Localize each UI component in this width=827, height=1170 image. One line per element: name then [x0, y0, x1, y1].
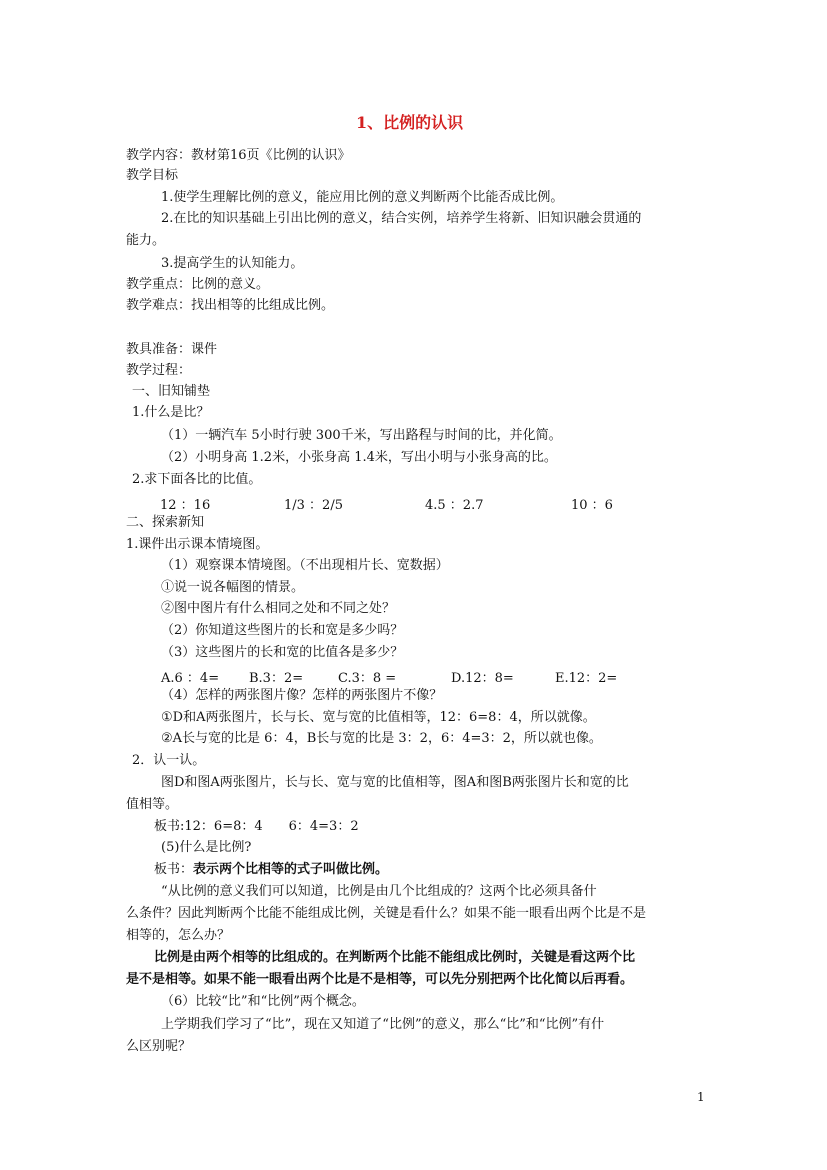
board-note-2 [154, 862, 388, 878]
teaching-process: 教学过程： [126, 363, 192, 378]
step-6: （6）比较“比”和“比例”两个概念。 [161, 994, 365, 1009]
ratio-item: 12 ：16 [160, 498, 211, 513]
page-number: 1 [697, 1090, 705, 1104]
page-title: 1、比例的认识 [356, 113, 464, 132]
section-1-heading: 一、旧知铺垫 [132, 384, 211, 399]
discussion-line3: 相等的，怎么办？ [126, 928, 231, 943]
step-1b: （2）你知道这些图片的长和宽是多少吗？ [161, 623, 404, 638]
goal-2-line2: 能力。 [126, 233, 166, 248]
teaching-focus: 教学重点：比例的意义。 [126, 277, 270, 292]
step-1a: （1）观察课本情境图。（不出现相片长、宽数据） [161, 558, 449, 573]
step-1a-2: ②图中图片有什么相同之处和不同之处？ [161, 601, 396, 616]
ratio-item: 4.5 ：2.7 [425, 498, 484, 513]
option-item: C.3：8 = [338, 671, 397, 686]
option-item: A.6 ：4= [161, 671, 220, 686]
ratio-item: 1/3 ：2/5 [284, 498, 343, 513]
comparison-line1: 上学期我们学习了“比”，现在又知道了“比例”的意义，那么“比”和“比例”有什 [161, 1017, 605, 1032]
step-5: (5)什么是比例? [161, 840, 252, 855]
step-1d-1: ①D和A两张图片，长与长、宽与宽的比值相等，12：6=8：4，所以就像。 [161, 710, 596, 725]
step-1d: （4）怎样的两张图片像？怎样的两张图片不像？ [161, 688, 443, 703]
step-1: 1.课件出示课本情境图。 [126, 537, 269, 552]
option-item: B.3：2= [249, 671, 304, 686]
question-2: 2.求下面各比的比值。 [132, 472, 262, 487]
board-note-2-prefix: 板书： [154, 862, 194, 877]
step-1c: （3）这些图片的长和宽的比值各是多少？ [161, 645, 404, 660]
step-2: 2．认一认。 [132, 753, 206, 768]
step-2-text-line2: 值相等。 [126, 797, 179, 812]
key-point-line1: 比例是由两个相等的比组成的。在判断两个比能不能组成比例时，关键是看这两个比 [154, 950, 636, 965]
discussion-line1: “从比例的意义我们可以知道，比例是由几个比组成的？这两个比必须具备什 [161, 884, 597, 899]
step-2-text-line1: 图D和图A两张图片，长与长、宽与宽的比值相等，图A和图B两张图片长和宽的比 [161, 775, 629, 790]
discussion-line2: 么条件？因此判断两个比能不能组成比例，关键是看什么？如果不能一眼看出两个比是不是 [126, 906, 647, 921]
proportion-definition: 表示两个比相等的式子叫做比例。 [193, 862, 389, 877]
key-point-line2: 是不是相等。如果不能一眼看出两个比是不是相等，可以先分别把两个比化简以后再看。 [126, 972, 634, 987]
option-item: D.12：8= [451, 671, 514, 686]
goals-heading: 教学目标 [126, 168, 179, 183]
teaching-content: 教学内容：教材第16页《比例的认识》 [126, 148, 351, 163]
option-item: E.12：2= [555, 671, 618, 686]
step-1a-1: ①说一说各幅图的情景。 [161, 580, 305, 595]
board-note-1: 板书:12：6=8：4 6：4=3：2 [154, 819, 359, 834]
ratio-item: 10 ：6 [571, 498, 613, 513]
step-1d-2: ②A长与宽的比是 6：4，B长与宽的比是 3：2，6：4=3：2，所以就也像。 [161, 731, 602, 746]
question-1b: （2）小明身高 1.2米，小张身高 1.4米，写出小明与小张身高的比。 [161, 450, 557, 465]
comparison-line2: 么区别呢？ [126, 1039, 192, 1054]
section-2-heading: 二、探索新知 [126, 515, 205, 530]
goal-2-line1: 2.在比的知识基础上引出比例的意义，结合实例，培养学生将新、旧知识融会贯通的 [161, 211, 642, 226]
goal-3: 3.提高学生的认知能力。 [161, 256, 304, 271]
goal-1: 1.使学生理解比例的意义，能应用比例的意义判断两个比能否成比例。 [161, 190, 564, 205]
question-1a: （1）一辆汽车 5小时行驶 300千米，写出路程与时间的比，并化简。 [161, 428, 562, 443]
teaching-tools: 教具准备：课件 [126, 342, 218, 357]
question-1: 1.什么是比？ [132, 405, 210, 420]
teaching-difficulty: 教学难点：找出相等的比组成比例。 [126, 298, 335, 313]
